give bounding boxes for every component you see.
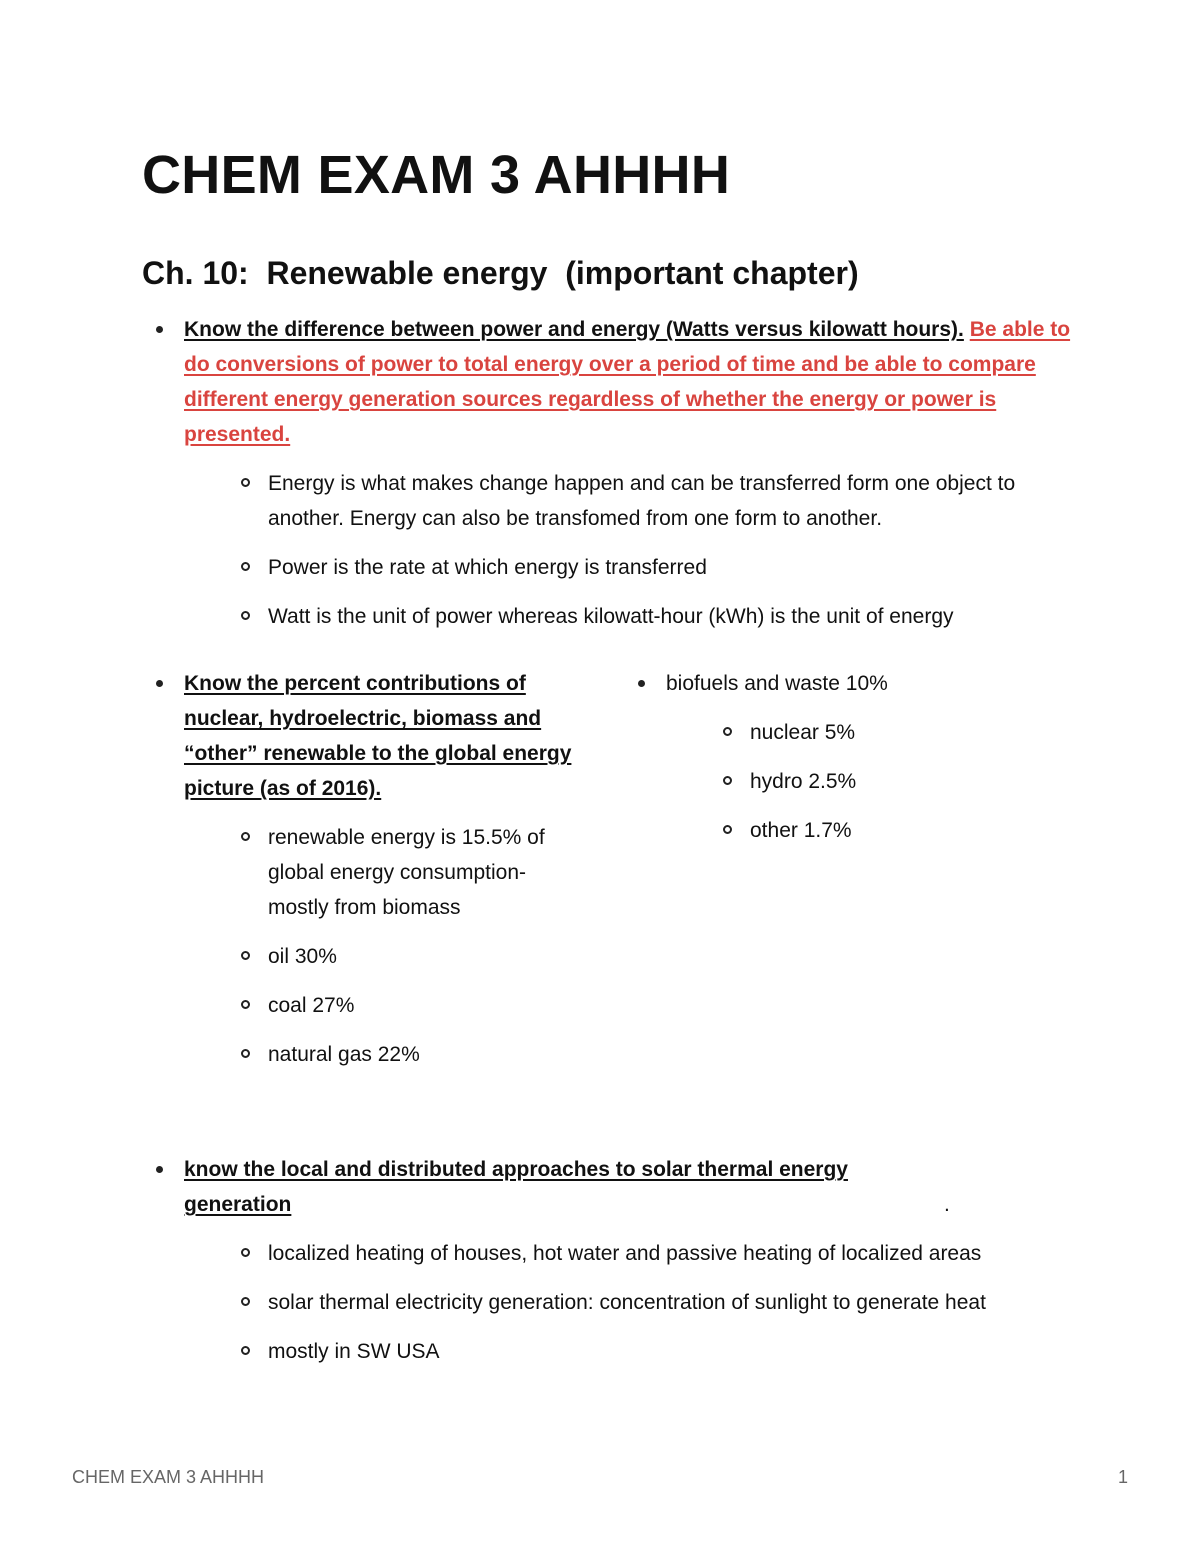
bullet-circle-icon <box>241 1049 250 1058</box>
section-power-energy <box>142 312 1072 634</box>
bullet-main-text: biofuels and waste 10% <box>666 672 888 695</box>
bullet-circle-icon <box>241 562 250 571</box>
sub-item-text: mostly in SW USA <box>268 1340 440 1363</box>
sub-item-text: natural gas 22% <box>268 1043 420 1066</box>
list-item <box>184 988 582 1023</box>
list-item <box>184 1334 1072 1369</box>
bullet-circle-icon <box>241 478 250 487</box>
list-item <box>184 1285 1072 1320</box>
sub-item-text: Power is the rate at which energy is transferred <box>268 556 707 579</box>
list-item <box>184 599 1072 634</box>
list-item <box>184 466 1072 536</box>
bullet-dot-icon <box>156 326 163 333</box>
list-item <box>666 764 1064 799</box>
list-item <box>666 813 1064 848</box>
sub-item-text: solar thermal electricity generation: concentration of sunlight to generate heat <box>268 1291 986 1314</box>
bullet-circle-icon <box>241 832 250 841</box>
sub-item-text: Watt is the unit of power whereas kilowatt-hour (kWh) is the unit of energy <box>268 605 954 628</box>
document-title: CHEM EXAM 3 AHHHH <box>142 145 731 205</box>
list-item <box>142 1152 1072 1369</box>
sub-item-text: nuclear 5% <box>750 721 856 744</box>
list-item <box>142 312 1072 634</box>
sub-item-text: localized heating of houses, hot water and passive heating of localized areas <box>268 1242 982 1265</box>
bullet-dot-icon <box>156 1166 163 1173</box>
footer-title: CHEM EXAM 3 AHHHH <box>72 1467 265 1487</box>
bullet-circle-icon <box>241 611 250 620</box>
bullet-dot-icon <box>156 680 163 687</box>
section-solar-thermal <box>142 1152 1072 1369</box>
list-item <box>624 666 1064 848</box>
sub-item-text: oil 30% <box>268 945 337 968</box>
bullet-circle-icon <box>241 1297 250 1306</box>
bullet-circle-icon <box>241 1346 250 1355</box>
sub-item-text: renewable energy is 15.5% of global energy consumption- mostly from biomass <box>268 826 545 919</box>
bullet-suffix: . <box>944 1193 950 1216</box>
sub-item-text: hydro 2.5% <box>750 770 857 793</box>
list-item <box>184 820 582 925</box>
bullet-main-text: know the local and distributed approaches to solar thermal energy generation <box>184 1158 848 1216</box>
bullet-main-text: Know the difference between power and energy (Watts versus kilowatt hours). <box>184 318 964 341</box>
bullet-circle-icon <box>723 727 732 736</box>
list-item <box>184 1236 1072 1271</box>
bullet-circle-icon <box>241 1248 250 1257</box>
list-item <box>666 715 1064 750</box>
bullet-dot-icon <box>638 680 645 687</box>
page-number: 1 <box>1117 1467 1128 1487</box>
chapter-heading: Ch. 10: Renewable energy (important chapter) <box>142 255 859 291</box>
sub-item-text: coal 27% <box>268 994 355 1017</box>
list-item <box>184 550 1072 585</box>
bullet-circle-icon <box>241 951 250 960</box>
bullet-circle-icon <box>723 776 732 785</box>
bullet-circle-icon <box>241 1000 250 1009</box>
list-item <box>184 1037 582 1072</box>
bullet-circle-icon <box>723 825 732 834</box>
bullet-red-text: Be able to do conversions of power to total energy over a period of time and be able to compare different energy generation sources regardless of whether the energy or power is presented. <box>184 318 1071 446</box>
section-percent-left <box>142 666 582 1072</box>
list-item <box>184 939 582 974</box>
sub-item-text: other 1.7% <box>750 819 852 842</box>
bullet-main-text: Know the percent contributions of nuclear, hydroelectric, biomass and “other” renewable to the global energy picture (as of 2016). <box>184 672 572 800</box>
list-item <box>142 666 582 1072</box>
sub-item-text: Energy is what makes change happen and can be transferred form one object to another. Energy can also be transfomed from one form to another. <box>268 472 1016 530</box>
section-percent-right <box>624 666 1064 848</box>
